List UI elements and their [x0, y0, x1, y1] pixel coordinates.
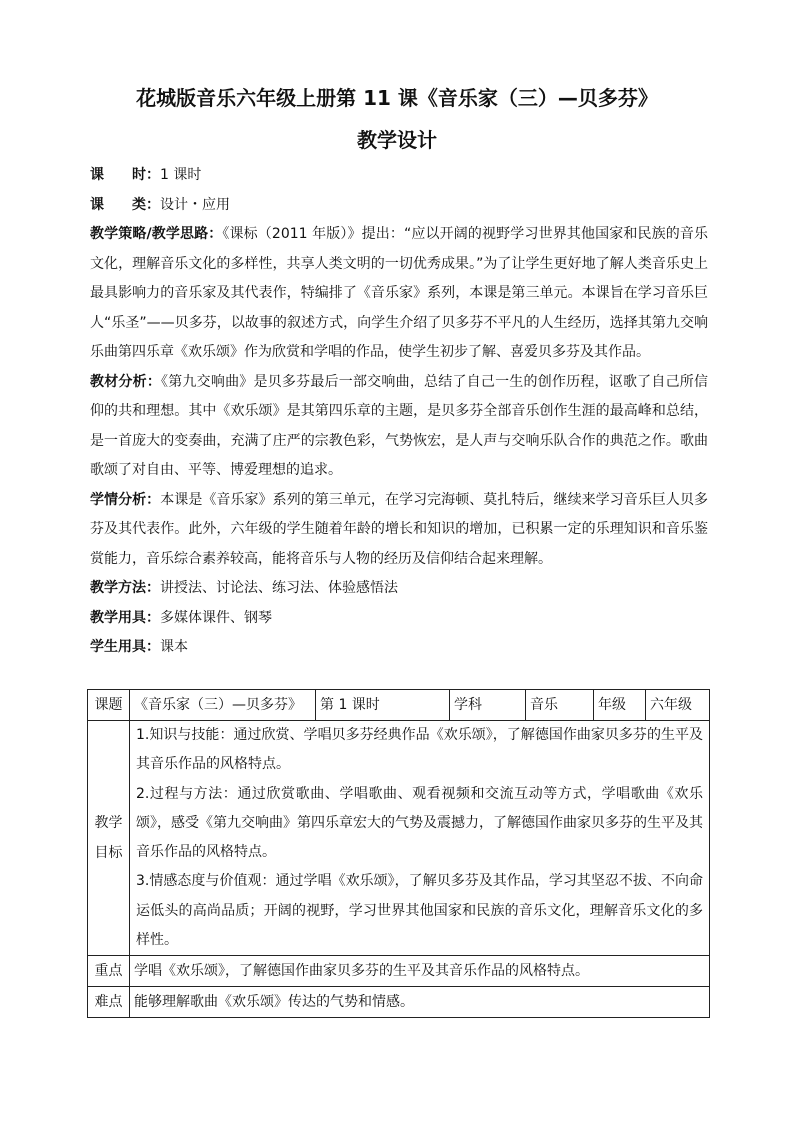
teaching-method-text: 讲授法、讨论法、练习法、体验感悟法 — [160, 580, 398, 596]
class-type-row — [90, 191, 708, 221]
lesson-info — [90, 161, 708, 663]
material-analysis-text: 《第九交响曲》是贝多芬最后一部交响曲，总结了自己一生的创作历程，讴歌了自己所信仰的共和理想。其中《欢乐颂》是其第四乐章的主题，是贝多芬全部音乐创作生涯的最高峰和总结，是一首庞大的变奏曲，充满了庄严的宗教色彩，气势恢宏，是人声与交响乐队合作的典范之作。歌曲歌颂了对自由、平等、博爱理想的追求。 — [90, 373, 708, 478]
student-tools-text: 课本 — [160, 639, 188, 655]
subject-value-cell: 音乐 — [526, 690, 594, 721]
learner-analysis-text: 本课是《音乐家》系列的第三单元，在学习完海顿、莫扎特后，继续来学习音乐巨人贝多芬及其代表作。此外，六年级的学生随着年龄的增长和知识的增加，已积累一定的乐理知识和音乐鉴赏能力，音乐综合素养较高，能将音乐与人物的经历及信仰结合起来理解。 — [90, 491, 708, 567]
topic-value-cell: 《音乐家（三）—贝多芬》 — [130, 690, 316, 721]
teaching-tools-label: 教学用具： — [90, 609, 160, 626]
lesson-plan-table — [87, 689, 710, 1018]
goals-value-cell — [130, 721, 710, 956]
learner-analysis-paragraph — [90, 486, 708, 575]
class-type-label-a: 课 — [90, 196, 104, 213]
teaching-method-label: 教学方法： — [90, 580, 160, 596]
goal-process-methods: 2.过程与方法：通过欣赏歌曲、学唱歌曲、观看视频和交流互动等方式，学唱歌曲《欢乐颂》，感受《第九交响曲》第四乐章宏大的气势及震撼力，了解德国作曲家贝多芬的生平及其音乐作品的风格特点。 — [136, 785, 703, 861]
difficulty-key-cell: 难点 — [88, 987, 130, 1018]
student-tools-label: 学生用具： — [90, 639, 160, 655]
student-tools-row — [90, 633, 708, 663]
learner-analysis-label: 学情分析： — [90, 491, 161, 508]
table-row-topic — [88, 690, 710, 721]
topic-key-cell: 课题 — [88, 690, 130, 721]
teaching-strategy-label: 教学策略/教学思路： — [90, 226, 223, 242]
teaching-strategy-text: 《课标（2011 年版）》提出：“应以开阔的视野学习世界其他国家和民族的音乐文化，理解音乐文化的多样性，共享人类文明的一切优秀成果。”为了让学生更好地了解人类音乐史上最具影响力的音乐家及其代表作，特编排了《音乐家》系列，本课是第三单元。本课旨在学习音乐巨人“乐圣”——贝多芬，以故事的叙述方式，向学生介绍了贝多芬不平凡的人生经历，选择其第九交响乐曲第四乐章《欢乐颂》作为欣赏和学唱的作品，使学生初步了解、喜爱贝多芬及其作品。 — [90, 226, 708, 360]
grade-value-cell: 六年级 — [646, 690, 710, 721]
goal-knowledge-skills: 1.知识与技能：通过欣赏、学唱贝多芬经典作品《欢乐颂》，了解德国作曲家贝多芬的生平及其音乐作品的风格特点。 — [136, 727, 703, 773]
key-point-key-cell: 重点 — [88, 956, 130, 987]
period-value-cell: 第 1 课时 — [316, 690, 450, 721]
teaching-strategy-paragraph — [90, 220, 708, 368]
document-subtitle: 教学设计 — [357, 128, 437, 152]
material-analysis-paragraph — [90, 368, 708, 486]
class-hours-row — [90, 161, 708, 191]
document-title: 花城版音乐六年级上册第 11 课《音乐家（三）—贝多芬》 — [136, 86, 658, 110]
table-row-difficulty — [88, 987, 710, 1018]
subject-key-cell: 学科 — [450, 690, 526, 721]
goal-emotion-values: 3.情感态度与价值观：通过学唱《欢乐颂》，了解贝多芬及其作品，学习其坚忍不拔、不向命运低头的高尚品质；开阔的视野，学习世界其他国家和民族的音乐文化，理解音乐文化的多样性。 — [136, 873, 703, 949]
goals-key-cell — [88, 721, 130, 956]
key-point-value-cell: 学唱《欢乐颂》，了解德国作曲家贝多芬的生平及其音乐作品的风格特点。 — [130, 956, 710, 987]
class-type-label-b: 类： — [132, 196, 160, 213]
class-type-value: 设计・应用 — [160, 196, 230, 213]
goals-key-line-2: 目标 — [94, 845, 123, 862]
teaching-method-row — [90, 574, 708, 604]
class-hours-label-a: 课 — [90, 167, 104, 183]
table-row-key-point — [88, 956, 710, 987]
grade-key-cell: 年级 — [594, 690, 646, 721]
class-hours-label-b: 时： — [132, 167, 160, 183]
class-hours-value: 1 课时 — [160, 167, 202, 183]
teaching-tools-text: 多媒体课件、钢琴 — [160, 609, 272, 626]
teaching-tools-row — [90, 604, 708, 634]
goals-key-line-1: 教学 — [94, 815, 123, 832]
difficulty-value-cell: 能够理解歌曲《欢乐颂》传达的气势和情感。 — [130, 987, 710, 1018]
material-analysis-label: 教材分析： — [90, 373, 162, 390]
table-row-goals — [88, 721, 710, 956]
